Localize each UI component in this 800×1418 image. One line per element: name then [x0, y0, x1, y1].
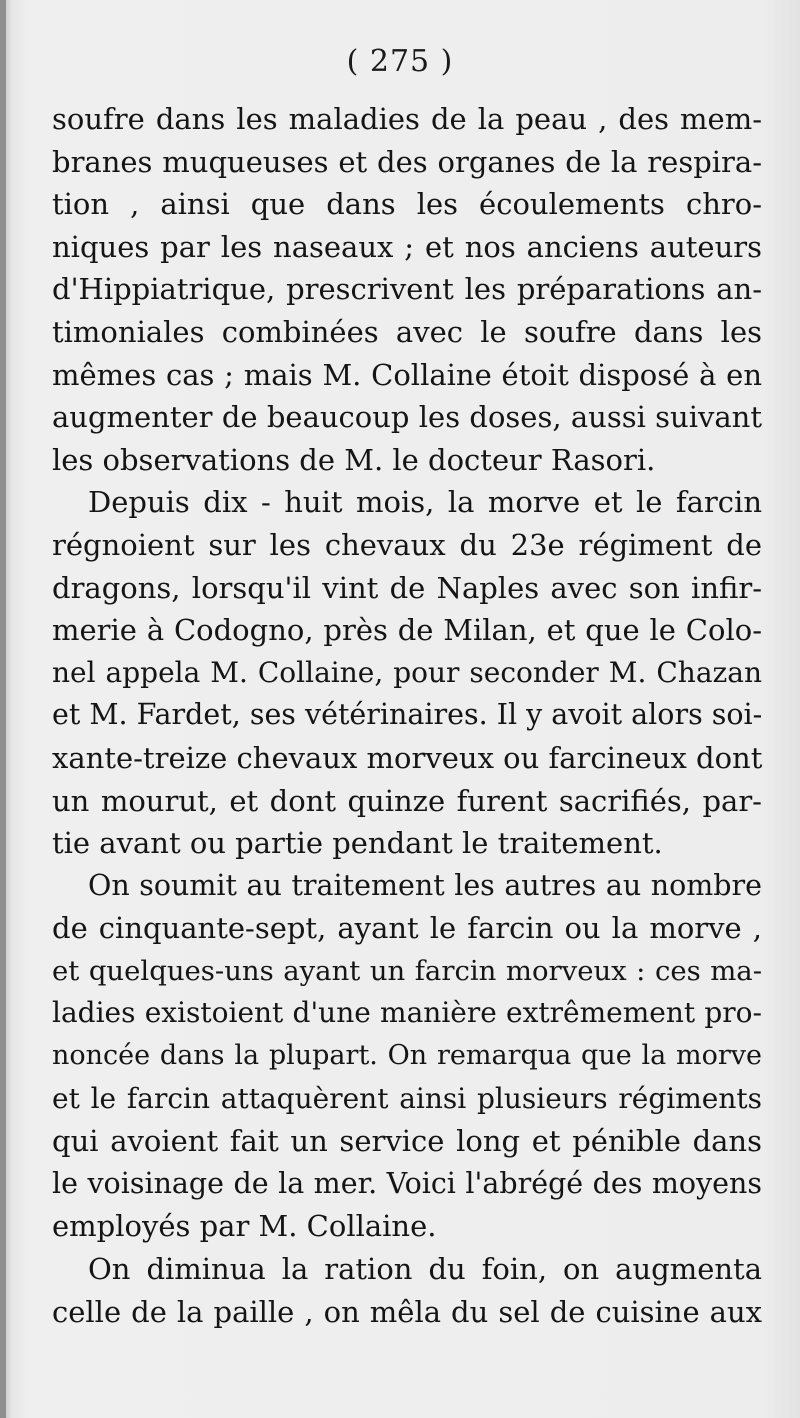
- text-line: un mourut, et dont quinze furent sacrifiés, par-: [52, 783, 762, 818]
- text-line: d'Hippiatrique, prescrivent les préparations an-: [52, 272, 762, 307]
- text-line: mêmes cas ; mais M. Collaine étoit disposé à en: [52, 357, 762, 392]
- text-line: soufre dans les maladies de la peau , des mem-: [52, 102, 762, 136]
- text-line: ladies existoient d'une manière extrêmement pro-: [52, 996, 762, 1030]
- paragraph-2: [52, 481, 762, 864]
- text-line: nel appela M. Collaine, pour seconder M. Chazan: [52, 655, 762, 689]
- text-line: On soumit au traitement les autres au nombre: [88, 868, 762, 902]
- page-binding-edge: [0, 0, 6, 1418]
- text-line: qui avoient fait un service long et pénible dans: [52, 1124, 762, 1159]
- text-line: On diminua la ration du foin, on augmenta: [88, 1252, 762, 1287]
- text-line: timoniales combinées avec le soufre dans les: [52, 314, 762, 349]
- text-line: employés par M. Collaine.: [52, 1209, 437, 1244]
- text-line: tie avant ou partie pendant le traitement.: [52, 826, 663, 861]
- paragraph-3: [52, 865, 762, 1248]
- text-line: niques par les naseaux ; et nos anciens auteurs: [52, 229, 762, 264]
- text-line: merie à Codogno, près de Milan, et que le Colo-: [52, 613, 762, 648]
- page-number: ( 275 ): [346, 44, 454, 79]
- text-line: branes muqueuses et des organes de la respira-: [52, 144, 762, 179]
- text-line: et M. Fardet, ses vétérinaires. Il y avoit alors soi-: [52, 698, 762, 732]
- text-line: le voisinage de la mer. Voici l'abrégé des moyens: [52, 1166, 762, 1200]
- text-line: augmenter de beaucoup les doses, aussi suivant: [52, 400, 762, 435]
- text-line: et quelques-uns ayant un farcin morveux : ces ma-: [52, 954, 762, 987]
- text-line: Depuis dix - huit mois, la morve et le farcin: [88, 485, 762, 520]
- text-line: et le farcin attaquèrent ainsi plusieurs régiments: [52, 1081, 762, 1115]
- body-text: [52, 98, 762, 1333]
- paragraph-1: [52, 98, 762, 481]
- text-line: xante-treize chevaux morveux ou farcineux dont: [52, 740, 762, 775]
- paragraph-4: [52, 1248, 762, 1333]
- text-line: régnoient sur les chevaux du 23e régiment de: [52, 527, 762, 562]
- text-line: dragons, lorsqu'il vint de Naples avec son infir-: [52, 570, 762, 605]
- text-line: de cinquante-sept, ayant le farcin ou la morve ,: [52, 911, 762, 946]
- text-line: les observations de M. le docteur Rasori.: [52, 442, 656, 477]
- text-line: celle de la paille , on mêla du sel de cuisine aux: [52, 1294, 762, 1329]
- text-line: noncée dans la plupart. On remarqua que la morve: [52, 1040, 762, 1072]
- text-line: tion , ainsi que dans les écoulements chro-: [52, 187, 762, 222]
